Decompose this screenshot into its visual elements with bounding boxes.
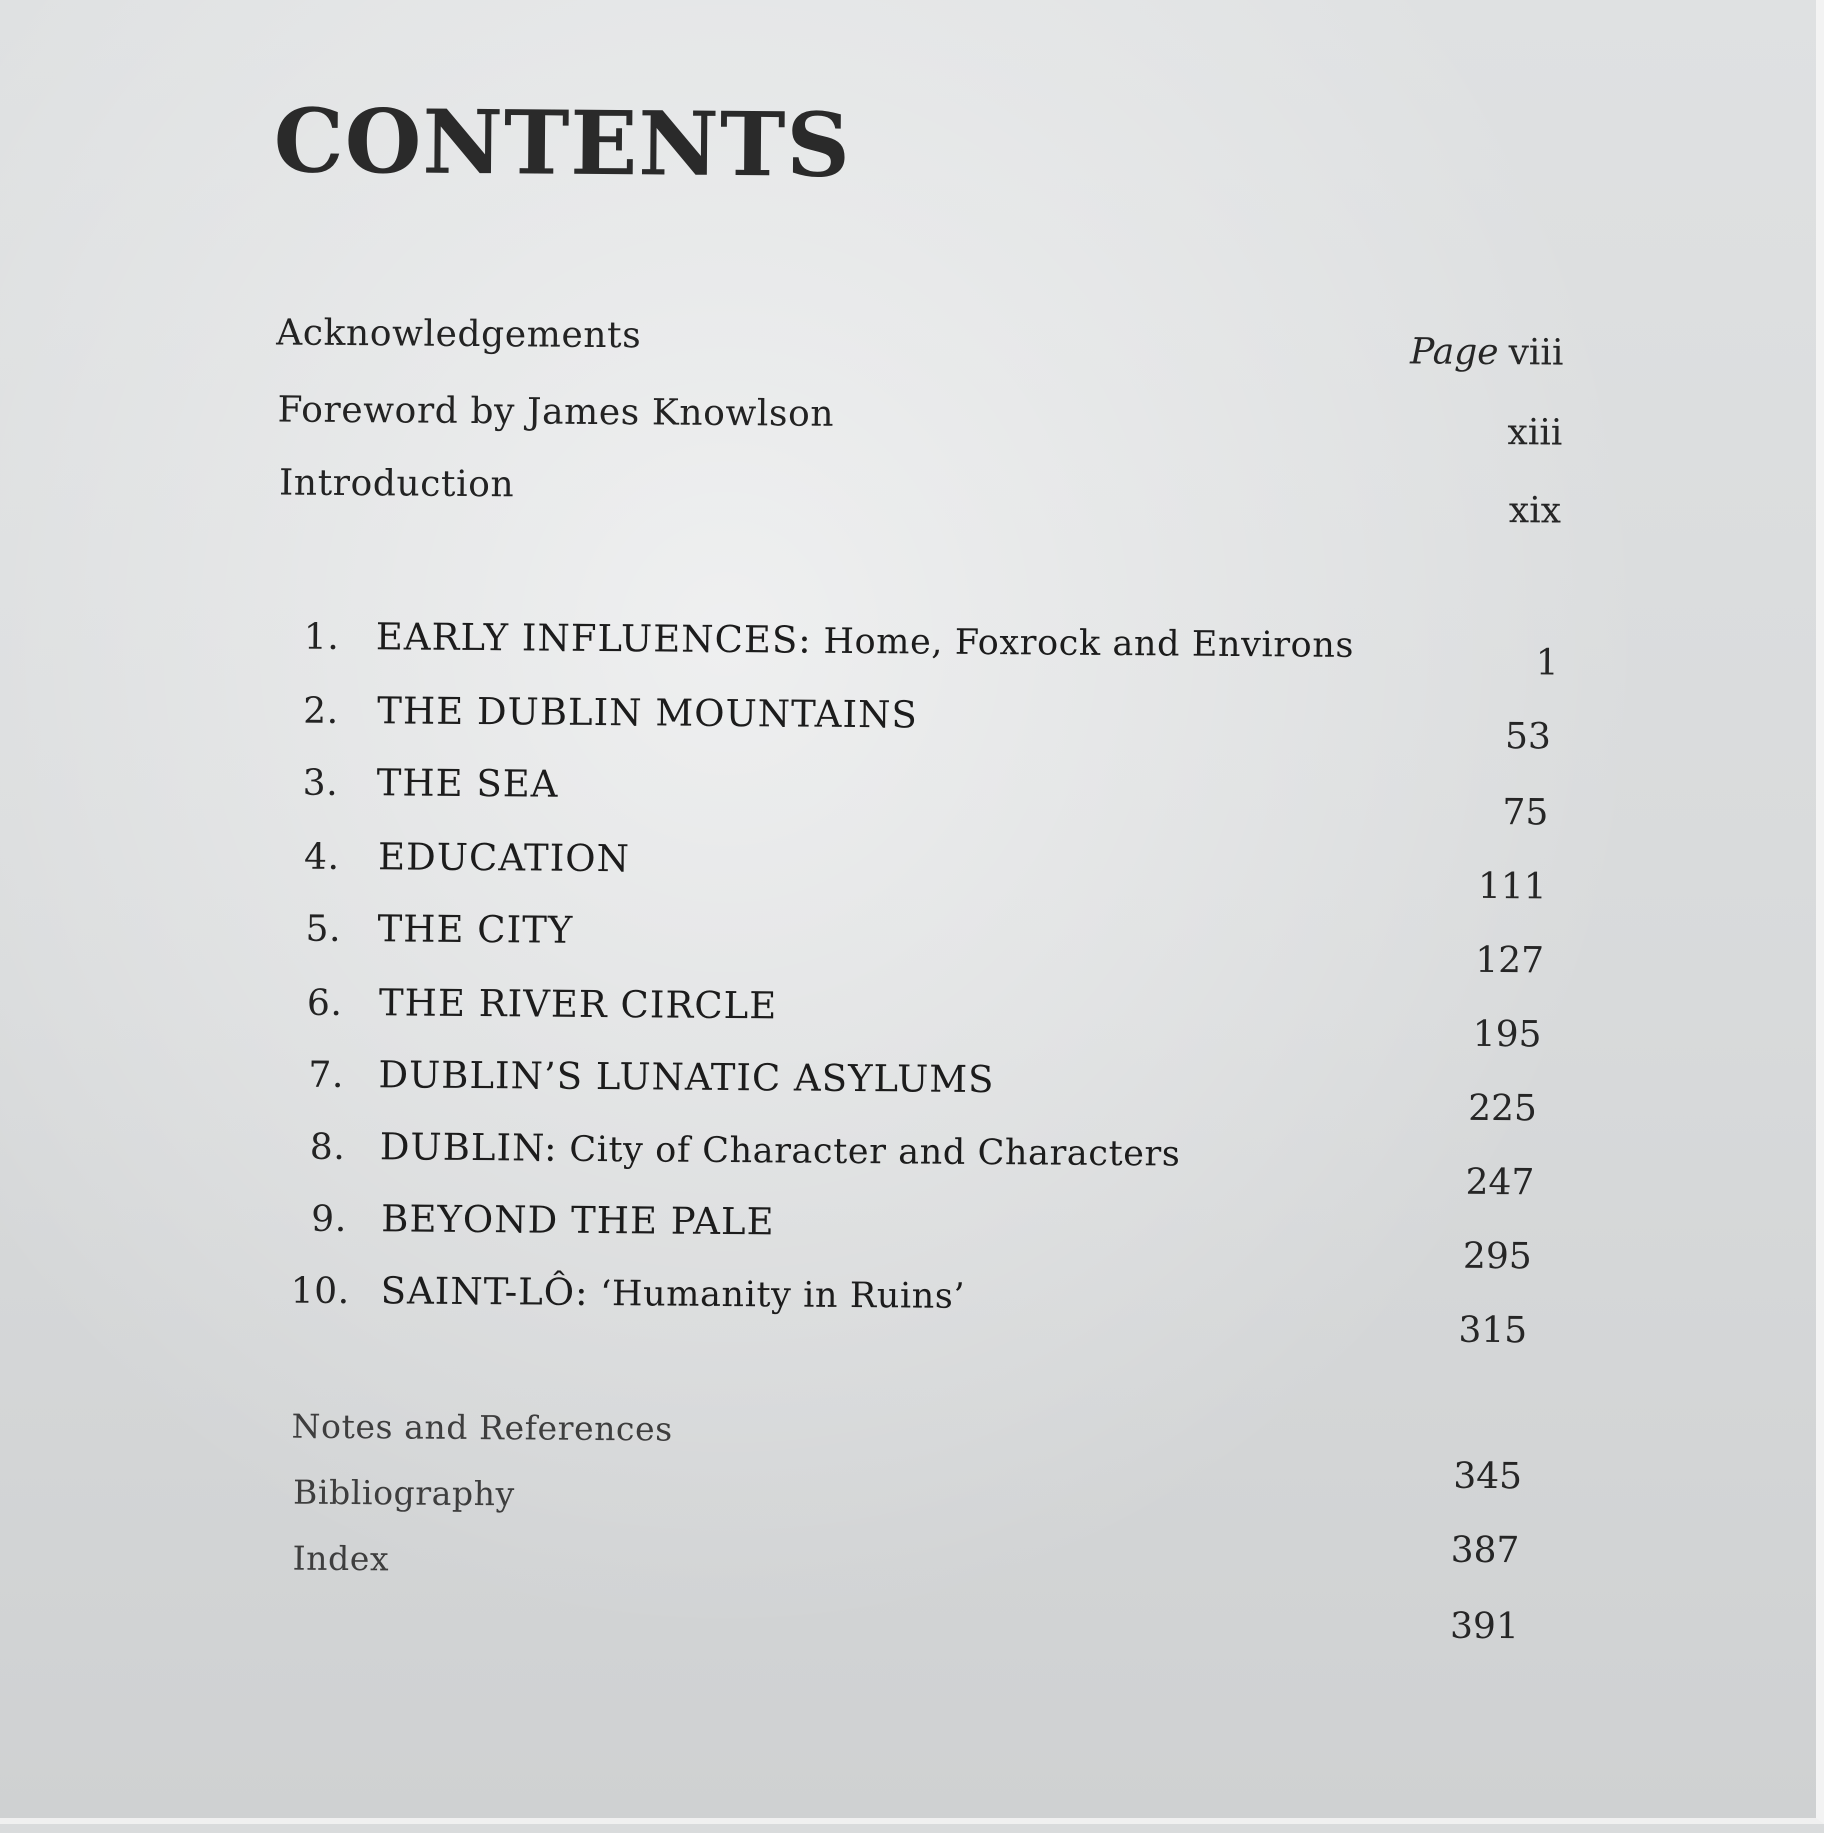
chapter-page: 111 [1478,866,1547,908]
page-number: viii [1508,332,1563,373]
chapter-title [377,689,918,736]
chapter-title [376,615,1354,666]
front-matter-list [3,0,1824,9]
chapter-number: 6. [307,983,343,1024]
toc-entry-page: xiii [1507,412,1562,453]
chapter-number: 7. [308,1055,344,1096]
toc-entry-label: Notes and References [291,1407,672,1449]
chapter-page: 1 [1536,642,1559,683]
toc-entry-label: Foreword by James Knowlson [277,389,834,434]
chapter-title-main: EARLY INFLUENCES: [376,615,812,661]
chapter-page: 247 [1465,1162,1534,1204]
chapter-title-main: EDUCATION [378,835,630,880]
chapter-page: 75 [1502,792,1548,833]
chapter-page: 225 [1468,1088,1537,1130]
chapter-page: 53 [1505,716,1551,757]
chapter-page: 127 [1475,940,1544,982]
toc-entry-label: Introduction [279,462,515,505]
back-matter-list [3,0,1824,9]
chapter-title [378,835,630,880]
chapter-title-main: DUBLIN’S LUNATIC ASYLUMS [378,1053,994,1101]
toc-entry-page [1410,331,1564,373]
chapter-title [380,1125,1181,1174]
toc-entry-page: 387 [1451,1530,1520,1572]
toc-entry-label: Bibliography [293,1473,515,1514]
chapter-list [3,0,1824,9]
chapter-number: 2. [303,691,339,732]
toc-entry-page: 345 [1453,1456,1522,1498]
chapter-number: 10. [291,1271,350,1312]
chapter-page: 295 [1463,1236,1532,1278]
chapter-title [381,1197,775,1243]
chapter-subtitle: City of Character and Characters [557,1130,1180,1175]
chapter-title-main: THE SEA [377,761,559,805]
toc-entry-page: xix [1509,490,1561,531]
page-word: Page [1410,331,1499,373]
chapter-subtitle: ‘Humanity in Ruins’ [588,1274,965,1317]
chapter-title-main: THE DUBLIN MOUNTAINS [377,689,918,736]
chapter-title-main: THE CITY [377,907,573,952]
chapter-number: 5. [305,909,341,950]
chapter-number: 3. [303,763,339,804]
chapter-title-main: DUBLIN: [380,1125,558,1169]
chapter-title [379,981,778,1027]
chapter-title [377,761,559,805]
toc-entry-label: Index [292,1539,389,1579]
chapter-subtitle: Home, Foxrock and Environs [812,622,1355,666]
chapter-number: 8. [310,1127,346,1168]
chapter-title [381,1269,966,1317]
page-title: CONTENTS [273,88,851,197]
toc-entry-label: Acknowledgements [276,312,641,356]
chapter-number: 9. [311,1199,347,1240]
chapter-title-main: BEYOND THE PALE [381,1197,775,1243]
chapter-page: 195 [1473,1014,1542,1056]
chapter-number: 4. [304,837,340,878]
chapter-number: 1. [304,617,340,658]
toc-entry-page: 391 [1450,1606,1519,1648]
chapter-title-main: THE RIVER CIRCLE [379,981,778,1027]
chapter-title [377,907,573,952]
chapter-page: 315 [1458,1310,1527,1352]
chapter-title-main: SAINT-LÔ: [381,1269,589,1314]
chapter-title [378,1053,994,1101]
